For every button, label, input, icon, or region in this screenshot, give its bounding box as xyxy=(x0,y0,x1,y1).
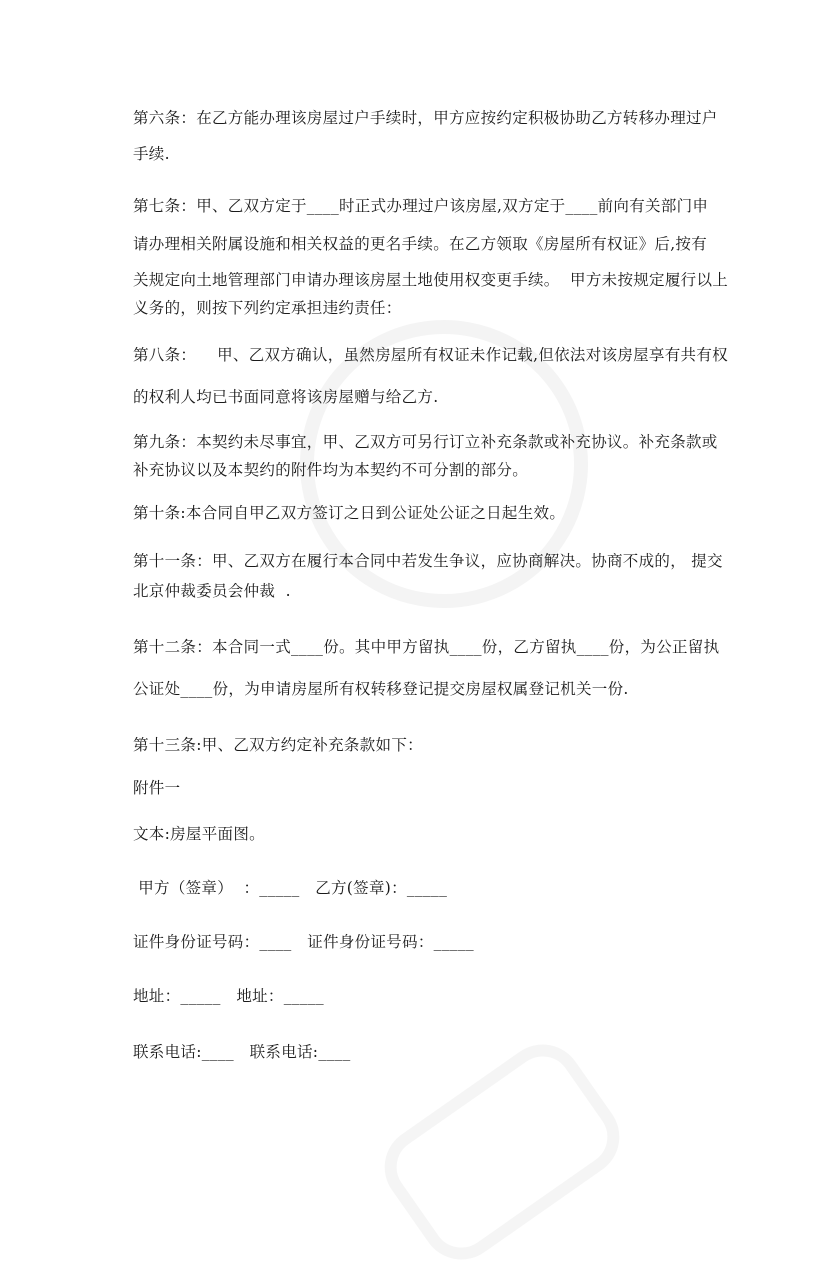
article-12-line-1: 第十二条：本合同一式____份。其中甲方留执____份，乙方留执____份，为公正留执 xyxy=(133,638,720,656)
appendix-title: 附件一 xyxy=(133,779,181,797)
article-8-line-2: 的权利人均已书面同意将该房屋赠与给乙方. xyxy=(133,388,439,406)
article-13-line-1: 第十三条:甲、乙双方约定补充条款如下： xyxy=(133,736,423,754)
article-10-line-1: 第十条:本合同自甲乙双方签订之日到公证处公证之日起生效。 xyxy=(133,504,566,522)
appendix-text: 文本:房屋平面图。 xyxy=(133,825,265,843)
article-9-line-2: 补充协议以及本契约的附件均为本契约不可分割的部分。 xyxy=(133,461,529,479)
article-11-line-1: 第十一条：甲、乙双方在履行本合同中若发生争议，应协商解决。协商不成的， 提交 xyxy=(133,552,723,570)
article-6-line-1: 第六条：在乙方能办理该房屋过户手续时，甲方应按约定积极协助乙方转移办理过户 xyxy=(133,109,718,127)
watermark-seal-bottom xyxy=(369,1029,635,1275)
article-7-line-2: 请办理相关附属设施和相关权益的更名手续。在乙方领取《房屋所有权证》后,按有 xyxy=(133,235,708,253)
article-6-line-2: 手续. xyxy=(133,145,170,163)
article-11-line-2: 北京仲裁委员会仲裁 . xyxy=(133,582,291,600)
phone-line: 联系电话:____ 联系电话:____ xyxy=(133,1043,351,1061)
article-9-line-1: 第九条：本契约未尽事宜，甲、乙双方可另行订立补充条款或补充协议。补充条款或 xyxy=(133,433,718,451)
article-7-line-4: 义务的，则按下列约定承担违约责任： xyxy=(133,299,402,317)
address-line: 地址：_____ 地址：_____ xyxy=(133,987,324,1005)
article-12-line-2: 公证处____份，为申请房屋所有权转移登记提交房屋权属登记机关一份. xyxy=(133,680,629,698)
article-7-line-1: 第七条：甲、乙双方定于____时正式办理过户该房屋,双方定于____前向有关部门申 xyxy=(133,197,709,215)
signature-line: 甲方（签章） ：_____ 乙方(签章)：_____ xyxy=(133,879,448,897)
article-8-line-1: 第八条： 甲、乙双方确认，虽然房屋所有权证未作记载,但依法对该房屋享有共有权 xyxy=(133,346,728,364)
article-7-line-3: 关规定向土地管理部门申请办理该房屋土地使用权变更手续。 甲方未按规定履行以上 xyxy=(133,271,729,289)
id-number-line: 证件身份证号码：____ 证件身份证号码：_____ xyxy=(133,933,474,951)
